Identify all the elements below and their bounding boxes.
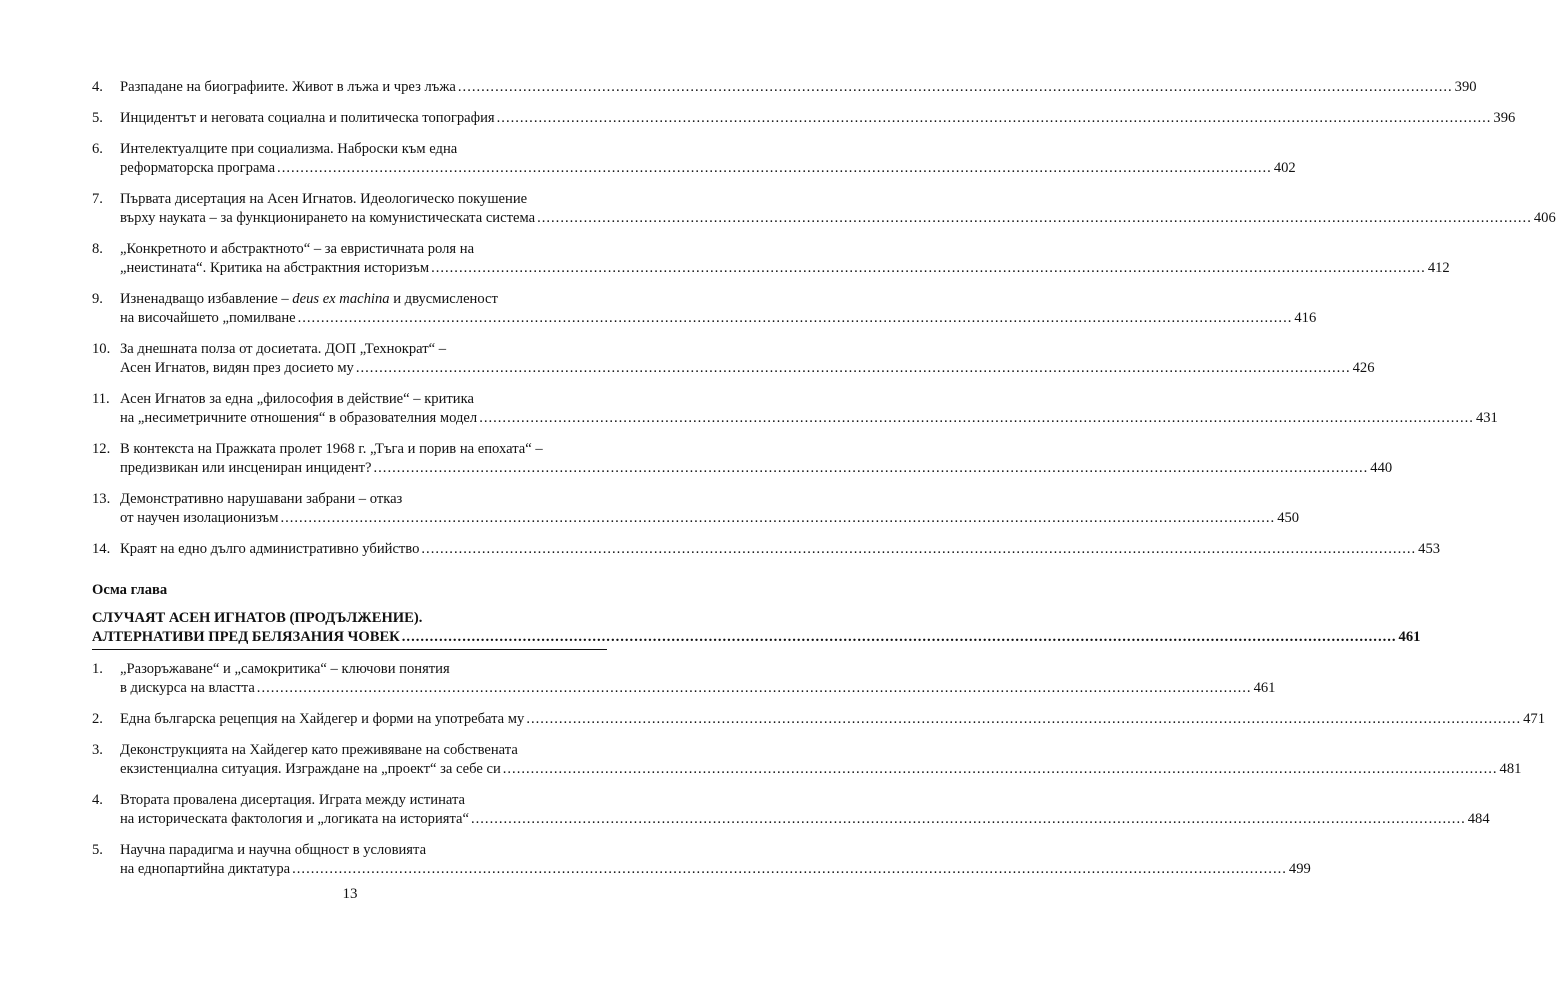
dot-leader	[537, 209, 1532, 228]
toc-entry-line	[120, 409, 1498, 428]
toc-entry-body	[120, 741, 1522, 779]
chapter-label: Осма глава	[92, 582, 168, 598]
toc-entry-page-number: 396	[1493, 110, 1516, 126]
dot-leader	[471, 810, 1466, 829]
toc-entry-page-number: 390	[1454, 79, 1477, 95]
toc-entry-page-number: 402	[1273, 160, 1296, 176]
dot-leader	[257, 679, 1252, 698]
dot-leader	[356, 359, 1351, 378]
toc-entry	[92, 440, 1393, 478]
dot-leader	[458, 78, 1453, 97]
toc-entry-title: Втората провалена дисертация. Играта между истината	[120, 792, 466, 808]
toc-entry-line	[120, 710, 1545, 729]
toc-entry	[92, 841, 1311, 879]
toc-entry-line	[120, 240, 607, 259]
toc-entry-title: В контекста на Пражката пролет 1968 г. „Тъга и порив на епохата“ –	[120, 441, 543, 457]
toc-entry-title: Деконструкцията на Хайдегер като преживяване на собствената	[120, 742, 518, 758]
toc-entry-page-number: 406	[1533, 210, 1556, 226]
toc-entry	[92, 660, 1276, 698]
toc-entry-page-number: 431	[1475, 410, 1498, 426]
toc-entry-title: реформаторска програма	[120, 160, 276, 176]
toc-entry	[92, 540, 1441, 559]
toc-entry-number: 7.	[92, 191, 103, 207]
toc-entry-body	[120, 390, 1498, 428]
toc-entry-body	[120, 490, 1300, 528]
toc-entry-line	[120, 459, 1393, 478]
toc-entry	[92, 109, 1516, 128]
toc-entry	[92, 741, 1522, 779]
toc-entry	[92, 78, 1477, 97]
toc-entry-line	[120, 509, 1300, 528]
toc-entry-number: 9.	[92, 291, 103, 307]
toc-entry	[92, 190, 1556, 228]
toc-entry-page-number: 471	[1523, 711, 1545, 727]
toc-entry-number: 10.	[92, 341, 111, 357]
toc-entry-title: екзистенциална ситуация. Изграждане на „проект“ за себе си	[120, 761, 501, 777]
toc-entry-body	[120, 190, 1556, 228]
toc-entry-line	[120, 140, 607, 159]
toc-entry-page-number: 484	[1467, 811, 1490, 827]
toc-entry-page-number: 481	[1499, 761, 1522, 777]
toc-entry-body	[120, 660, 1276, 698]
dot-leader	[421, 540, 1416, 559]
toc-entry-number: 13.	[92, 491, 111, 507]
chapter-title	[92, 610, 1421, 650]
toc-entry-body	[120, 109, 1516, 128]
toc-section-chapter-8	[92, 660, 1545, 879]
toc-entry-line	[120, 679, 1276, 698]
toc-entry-number: 5.	[92, 842, 103, 858]
toc-entry-page-number: 453	[1418, 541, 1441, 557]
toc-entry-line	[120, 290, 607, 309]
chapter-title-text-2: АЛТЕРНАТИВИ ПРЕД БЕЛЯЗАНИЯ ЧОВЕК	[92, 629, 400, 645]
toc-entry-title: в дискурса на властта	[120, 680, 255, 696]
toc-entry-number: 4.	[92, 792, 103, 808]
chapter-title-underline	[92, 649, 607, 650]
toc-entry-title: Асен Игнатов, видян през досието му	[120, 360, 354, 376]
toc-entry-title: на „несиметричните отношения“ в образователния модел	[120, 410, 478, 426]
toc-entry-title: на историческата фактология и „логиката на историята“	[120, 811, 469, 827]
toc-entry-line	[120, 159, 1296, 178]
toc-entry-body	[120, 78, 1477, 97]
toc-entry-title: Разпадане на биографиите. Живот в лъжа и чрез лъжа	[120, 79, 456, 95]
toc-entry-line	[120, 340, 607, 359]
toc-entry-body	[120, 340, 1375, 378]
toc-entry-line	[120, 810, 1490, 829]
toc-entry-line	[120, 359, 1375, 378]
dot-leader	[479, 409, 1474, 428]
dot-leader	[292, 860, 1287, 879]
toc-entry-body	[120, 440, 1393, 478]
toc-entry-number: 1.	[92, 661, 103, 677]
chapter-page-number: 461	[1398, 629, 1421, 645]
dot-leader	[503, 760, 1498, 779]
toc-entry	[92, 390, 1498, 428]
toc-entry-title: предизвикан или инсцениран инцидент?	[120, 460, 372, 476]
toc-entry-number: 12.	[92, 441, 111, 457]
toc-entry-title: Инцидентът и неговата социална и политическа топография	[120, 110, 495, 126]
dot-leader	[402, 629, 1397, 646]
toc-entry-line	[120, 791, 607, 810]
toc-entry-line	[120, 440, 607, 459]
toc-entry-title: Краят на едно дълго административно убийство	[120, 541, 420, 557]
toc-entry-title: на еднопартийна диктатура	[120, 861, 291, 877]
toc-entry-number: 14.	[92, 541, 111, 557]
toc-entry-number: 6.	[92, 141, 103, 157]
toc-entry-line	[120, 209, 1556, 228]
toc-entry-body	[120, 791, 1490, 829]
toc-entry-number: 4.	[92, 79, 103, 95]
toc-entry-line	[120, 760, 1522, 779]
toc-entry-title: За днешната полза от досиетата. ДОП „Технократ“ –	[120, 341, 447, 357]
toc-entry-title: Асен Игнатов за една „философия в действие“ – критика	[120, 391, 474, 407]
page-number: 13	[342, 886, 358, 902]
toc-entry-line	[120, 78, 1477, 97]
dot-leader	[497, 109, 1492, 128]
toc-entry-line	[120, 660, 607, 679]
chapter-title-line-1	[92, 610, 607, 629]
toc-entry-line	[120, 109, 1516, 128]
toc-entry-body	[120, 290, 1317, 328]
chapter-title-line-2	[92, 629, 1421, 648]
toc-entry-page-number: 412	[1427, 260, 1450, 276]
toc-entry-number: 11.	[92, 391, 110, 407]
toc-entry-title: Първата дисертация на Асен Игнатов. Идеологическо покушение	[120, 191, 528, 207]
toc-entry-line	[120, 190, 607, 209]
toc-entry-title: Демонстративно нарушавани забрани – отказ	[120, 491, 403, 507]
toc-section-chapter-7	[92, 78, 1556, 559]
toc-entry-page-number: 461	[1253, 680, 1276, 696]
toc-entry-body	[120, 710, 1545, 729]
toc-entry	[92, 290, 1317, 328]
toc-entry-line	[120, 540, 1441, 559]
dot-leader	[431, 259, 1426, 278]
toc-entry-page-number: 450	[1277, 510, 1300, 526]
toc-entry-page-number: 440	[1370, 460, 1393, 476]
toc-entry	[92, 340, 1375, 378]
toc-entry-title: „Разоръжаване“ и „самокритика“ – ключови понятия	[120, 661, 450, 677]
toc-entry-title: върху науката – за функционирането на комунистическата система	[120, 210, 536, 226]
toc-entry-line	[120, 390, 607, 409]
toc-entry-title: от научен изолационизъм	[120, 510, 279, 526]
toc-entry-line	[120, 841, 607, 860]
toc-entry-line	[120, 309, 1317, 328]
toc-entry-body	[120, 140, 1296, 178]
chapter-title-text-1: СЛУЧАЯТ АСЕН ИГНАТОВ (ПРОДЪЛЖЕНИЕ).	[92, 610, 423, 626]
toc-entry-body	[120, 841, 1311, 879]
toc-entry	[92, 490, 1300, 528]
toc-entry-number: 5.	[92, 110, 103, 126]
dot-leader	[280, 509, 1275, 528]
toc-entry-title: на височайшето „помилване	[120, 310, 296, 326]
toc-entry-number: 8.	[92, 241, 103, 257]
latin-phrase: deus ex machina	[292, 291, 390, 307]
toc-entry-number: 3.	[92, 742, 103, 758]
dot-leader	[277, 159, 1272, 178]
toc-entry	[92, 240, 1450, 278]
toc-entry-title: Научна парадигма и научна общност в условията	[120, 842, 427, 858]
dot-leader	[298, 309, 1293, 328]
toc-entry-line	[120, 259, 1450, 278]
toc-entry-line	[120, 741, 607, 760]
table-of-contents	[92, 78, 1556, 891]
toc-entry-page-number: 499	[1288, 861, 1311, 877]
toc-entry-title: „неистината“. Критика на абстрактния историзъм	[120, 260, 430, 276]
dot-leader	[526, 710, 1521, 729]
toc-entry	[92, 710, 1545, 729]
toc-entry-page-number: 426	[1352, 360, 1375, 376]
toc-entry-title: Изненадващо избавление – deus ex machina и двусмисленост	[120, 291, 498, 307]
toc-entry-body	[120, 540, 1441, 559]
toc-entry-line	[120, 490, 607, 509]
toc-entry-title: „Конкретното и абстрактното“ – за евристичната роля на	[120, 241, 475, 257]
dot-leader	[374, 459, 1369, 478]
toc-entry-body	[120, 240, 1450, 278]
toc-entry-title: Една българска рецепция на Хайдегер и форми на употребата му	[120, 711, 525, 727]
toc-entry-line	[120, 860, 1311, 879]
toc-entry	[92, 140, 1296, 178]
toc-entry-page-number: 416	[1294, 310, 1317, 326]
toc-entry	[92, 791, 1490, 829]
toc-entry-title: Интелектуалците при социализма. Наброски към една	[120, 141, 458, 157]
toc-entry-number: 2.	[92, 711, 103, 727]
